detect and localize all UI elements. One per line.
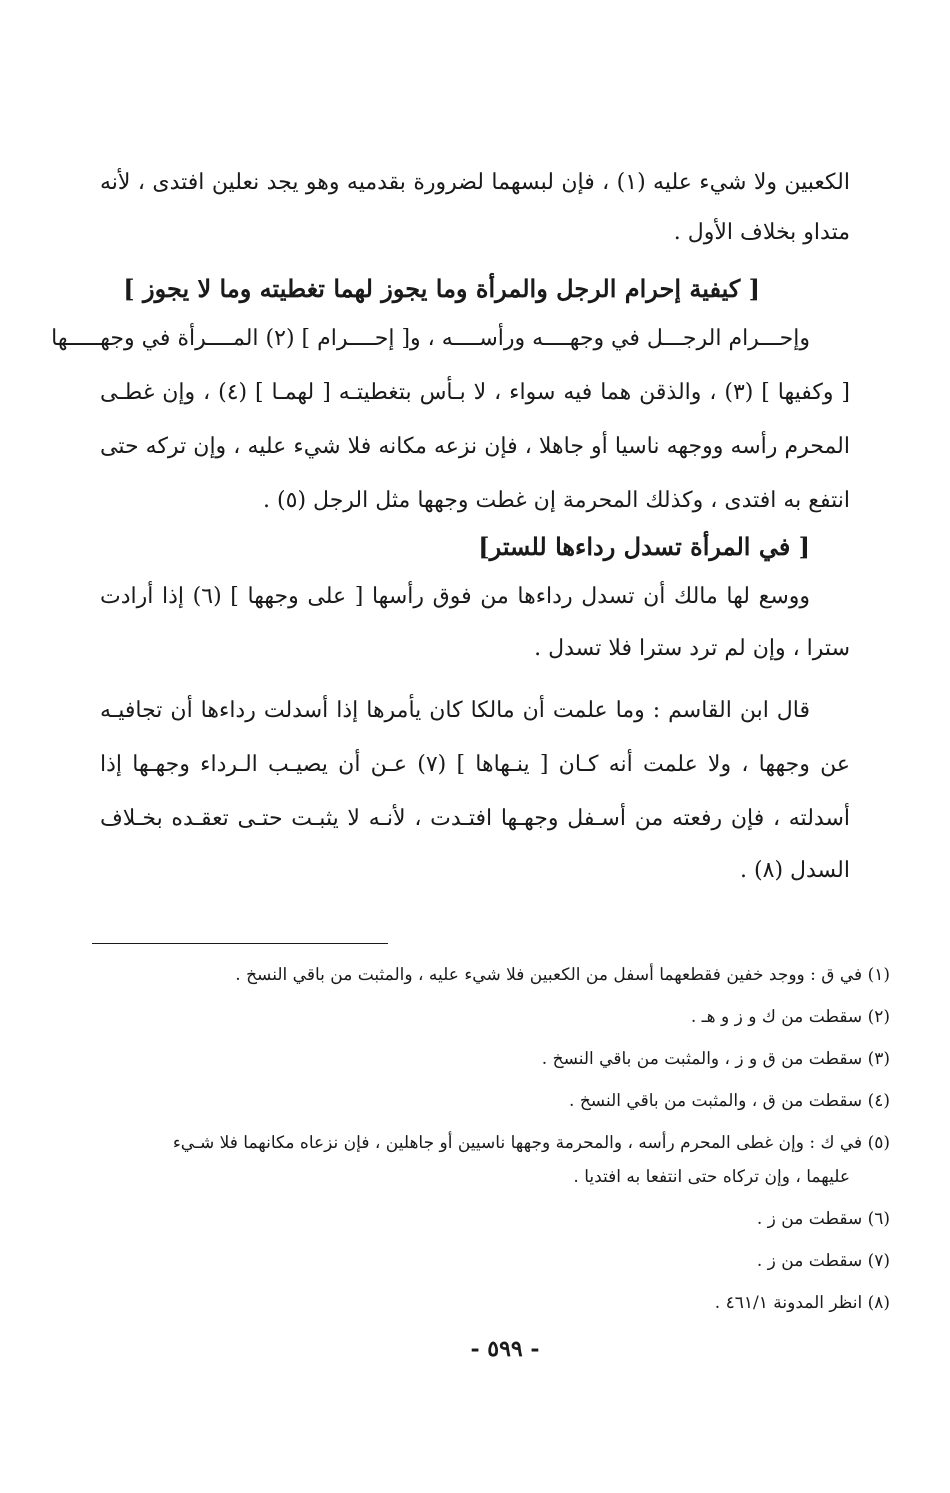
text-line: متداو بخلاف الأول .	[673, 220, 850, 245]
text-line: قال ابن القاسم : وما علمت أن مالكا كان يأمرها إذا أسدلت رداءها أن تجافيـه	[100, 698, 810, 723]
footnote: (٣) سقطت من ق و ز ، والمثبت من باقي النسخ .	[541, 1049, 890, 1069]
text-line: انتفع به افتدى ، وكذلك المحرمة إن غطت وجهها مثل الرجل (٥) .	[263, 488, 850, 513]
footnotes	[100, 965, 890, 1313]
section-heading: [ في المرأة تسدل رداءها للستر]	[478, 532, 810, 561]
text-line: وإحـــرام الرجـــل في وجهــــه ورأســــه ، و[ إحــــرام ] (٢) المــــرأة في وجهـــــها	[51, 326, 810, 351]
text-line: أسدلته ، فإن رفعته من أسـفل وجهـها افتـدت ، لأنـه لا يثبـت حتـى تعقـده بخـلاف	[100, 806, 850, 831]
section-heading: [ كيفية إحرام الرجل والمرأة وما يجوز لهما تغطيته وما لا يجوز ]	[123, 274, 760, 303]
body-text	[51, 168, 851, 886]
footnote: (٦) سقطت من ز .	[756, 1209, 890, 1229]
footnote: (٥) في ك : وإن غطى المحرم رأسه ، والمحرمة وجهها ناسيين أو جاهلين ، فإن نزعاه مكانهما فلا شـيء	[172, 1133, 890, 1153]
footnote-continuation: عليهما ، وإن تركاه حتى انتفعا به افتديا .	[573, 1167, 850, 1187]
footnote: (٨) انظر المدونة ٤٦١/١ .	[714, 1293, 890, 1313]
text-line: سترا ، وإن لم ترد سترا فلا تسدل .	[534, 636, 850, 661]
text-line: [ وكفيها ] (٣) ، والذقن هما فيه سواء ، لا بـأس بتغطيتـه [ لهمـا ] (٤) ، وإن غطـى	[100, 380, 851, 405]
text-line: الكعبين ولا شيء عليه (١) ، فإن لبسهما لضرورة بقدميه وهو يجد نعلين افتدى ، لأنه	[100, 170, 850, 195]
footnote: (٧) سقطت من ز .	[756, 1251, 890, 1271]
footnote: (٤) سقطت من ق ، والمثبت من باقي النسخ .	[569, 1091, 890, 1111]
text-line: المحرم رأسه ووجهه ناسيا أو جاهلا ، فإن نزعه مكانه فلا شيء عليه ، وإن تركه حتى	[100, 434, 850, 459]
footnote: (٢) سقطت من ك و ز و هـ .	[690, 1007, 890, 1027]
text-line: عن وجهها ، ولا علمت أنه كـان [ ينـهاها ] (٧) عـن أن يصيـب الـرداء وجهـها إذا	[100, 752, 850, 777]
page-number: - ٥٩٩ -	[470, 1336, 540, 1362]
footnote-divider	[92, 943, 388, 944]
footnote: (١) في ق : ووجد خفين فقطعهما أسفل من الكعبين فلا شيء عليه ، والمثبت من باقي النسخ .	[235, 965, 890, 985]
text-line: ووسع لها مالك أن تسدل رداءها من فوق رأسها [ على وجهها ] (٦) إذا أرادت	[100, 584, 810, 609]
text-line: السدل (٨) .	[740, 858, 850, 883]
